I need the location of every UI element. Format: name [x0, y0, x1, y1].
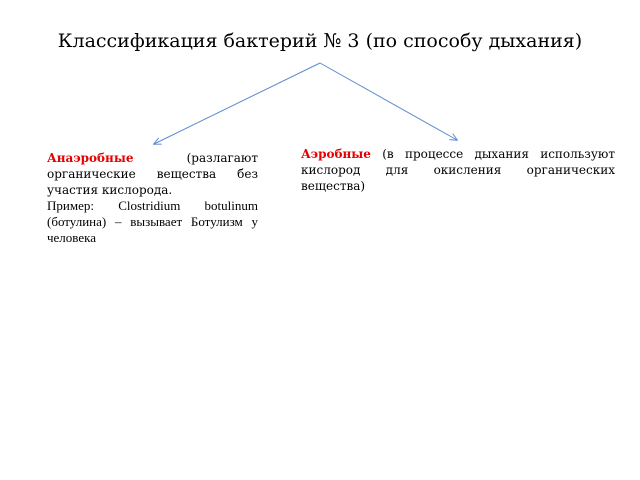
arrow-to-aerobic	[320, 63, 457, 140]
arrow-to-anaerobic	[154, 63, 320, 144]
anaerobic-description: (разлагают органические вещества без участия кислорода.	[47, 151, 258, 197]
anaerobic-example: Пример: Clostridium botulinum (ботулина) – вызывает Ботулизм у человека	[47, 198, 258, 245]
aerobic-definition	[301, 146, 615, 194]
aerobic-keyword: Аэробные	[301, 147, 371, 161]
anaerobic-keyword: Анаэробные	[47, 151, 134, 165]
anaerobic-box	[47, 150, 258, 246]
anaerobic-definition	[47, 150, 258, 198]
slide-title: Классификация бактерий № 3 (по способу дыхания)	[57, 30, 583, 52]
aerobic-box	[301, 146, 615, 194]
aerobic-description: (в процессе дыхания используют кислород для окисления органических вещества)	[301, 147, 615, 193]
